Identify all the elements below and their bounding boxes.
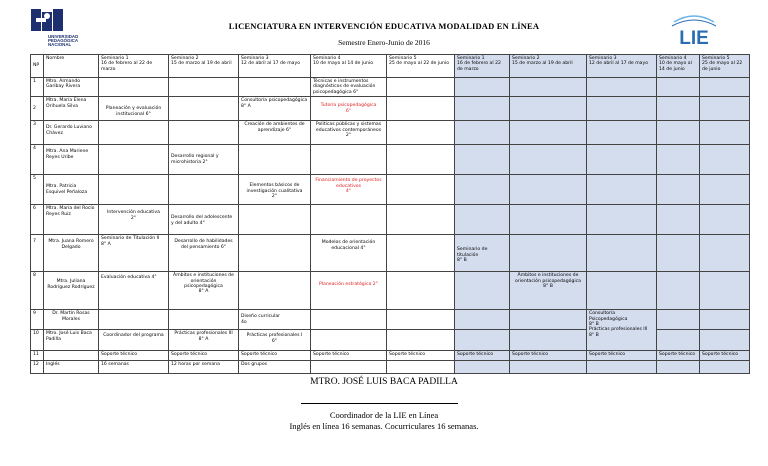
- coordinator-name: MTRO. JOSÉ LUIS BACA PADILLA: [310, 377, 458, 387]
- cell-s3: Dos grupos: [239, 361, 311, 374]
- schedule-table: [30, 54, 750, 374]
- footer-note: Inglés en línea 16 semanas. Cocurriculares 16 semanas.: [289, 421, 479, 431]
- cell-s1: Seminario de Titulación II 8° A: [99, 235, 169, 272]
- cell-support: Soporte técnico: [239, 351, 311, 361]
- table-row: [31, 205, 750, 235]
- row-name: Dr. Gerardo Luviano Chávez: [44, 121, 99, 145]
- cell-s2: Prácticas profesionales III 8° A: [169, 330, 239, 351]
- table-row: [31, 175, 750, 205]
- header-b5: Seminario 5 25 de mayo al 22 de junio: [700, 55, 750, 78]
- row-name: Mtra. Juana Romero Delgado: [44, 235, 99, 272]
- page-subtitle: Semestre Enero-Junio de 2016: [338, 38, 430, 47]
- row-name: Mtra. María Elena Orihuela Silva: [44, 97, 99, 121]
- svg-text:LIE: LIE: [679, 28, 709, 49]
- header-s4: Seminario 4 10 de mayo al 14 de junio: [311, 55, 387, 78]
- cell-s3: Consultoría psicopedagógica 8° A: [239, 97, 311, 121]
- cell-s2: Ámbitos e instituciones de orientación psicopedagógica 8° A: [169, 272, 239, 310]
- cell-b2: Ámbitos e instituciones de orientación psicopedagógica 8° B: [510, 272, 587, 310]
- cell-support: Soporte técnico: [657, 351, 700, 361]
- coordinator-role: Coordinador de la LIE en Línea: [329, 410, 439, 420]
- cell-s3: Creación de ambientes de aprendizaje 6°: [239, 121, 311, 145]
- cell-s1: Evaluación educativa 4°: [99, 272, 169, 310]
- svg-text:NACIONAL: NACIONAL: [48, 42, 72, 47]
- row-np: 4: [31, 145, 44, 175]
- header-s1: Seminario 1 16 de febrero al 22 de marzo: [99, 55, 169, 78]
- svg-text:PEDAGÓGICA: PEDAGÓGICA: [48, 38, 79, 43]
- cell-s2: Desarrollo regional y microhistoria 2°: [169, 145, 239, 175]
- header-s3: Seminario 3 12 de abril al 17 de mayo: [239, 55, 311, 78]
- row-np: 6: [31, 205, 44, 235]
- cell-s1: Coordinador del programa: [99, 330, 169, 351]
- row-name: Mtra. María del Rocío Reyes Ruiz: [44, 205, 99, 235]
- header-name: Nombre: [44, 55, 99, 78]
- row-np: 2: [31, 97, 44, 121]
- table-row: [31, 351, 750, 361]
- row-name: Mtro. Armando Garibay Rivera: [44, 78, 99, 97]
- cell-s4: Financiamiento de proyectos educativos 4°: [311, 175, 387, 205]
- row-name: [44, 351, 99, 361]
- cell-s3: Prácticas profesionales I 6°: [239, 330, 311, 351]
- row-np: 10: [31, 330, 44, 351]
- cell-support: Soporte técnico: [99, 351, 169, 361]
- cell-support: Soporte técnico: [311, 351, 387, 361]
- row-np: 7: [31, 235, 44, 272]
- header-s5: Seminario 5 25 de mayo al 22 de junio: [387, 55, 455, 78]
- table-row: [31, 235, 750, 272]
- cell-b3: Consultoría Psicopedagógica 8° B Prácticas profesionales III 8° B: [587, 310, 657, 351]
- cell-s4: Políticas públicas y sistemas educativos contemporáneos 2°: [311, 121, 387, 145]
- cell-s4: Tutoría psicopedagógica 6°: [311, 97, 387, 121]
- cell-s3: Diseño curricular 4o: [239, 310, 311, 330]
- row-np: 5: [31, 175, 44, 205]
- header-b4: Seminario 4 10 de mayo al 14 de junio: [657, 55, 700, 78]
- header-row: [31, 55, 750, 78]
- cell-support: Soporte técnico: [455, 351, 510, 361]
- cell-s1: Planeación y evaluación institucional 6°: [99, 97, 169, 121]
- cell-s4: Planeación estratégica 2°: [311, 272, 387, 310]
- cell-s1: 16 semanas: [99, 361, 169, 374]
- cell-s4: Técnicas e instrumentos diagnósticos de evaluación psicopedagógica 6°: [311, 78, 387, 97]
- table-row: [31, 310, 750, 330]
- row-np: 3: [31, 121, 44, 145]
- table-row: [31, 78, 750, 97]
- header-b1: Seminario 1 16 de febrero al 22 de marzo: [455, 55, 510, 78]
- cell-support: Soporte técnico: [510, 351, 587, 361]
- page-title: LICENCIATURA EN INTERVENCIÓN EDUCATIVA MODALIDAD EN LÍNEA: [228, 21, 540, 31]
- cell-s4: Modelos de orientación educacional 4°: [311, 235, 387, 272]
- table-row: [31, 97, 750, 121]
- header-b2: Seminario 2 15 de marzo al 19 de abril: [510, 55, 587, 78]
- cell-s3: Elementos básicos de investigación cualitativa 2°: [239, 175, 311, 205]
- header-b3: Seminario 3 12 de abril al 17 de mayo: [587, 55, 657, 78]
- cell-support: Soporte técnico: [700, 351, 750, 361]
- row-name: Mtra. Patricia Esquivel Peñaloza: [44, 175, 99, 205]
- cell-s2: Desarrollo de habilidades del pensamiento 6°: [169, 235, 239, 272]
- table-row: [31, 272, 750, 310]
- row-name: Mtra. Ana Mariene Reyes Uribe: [44, 145, 99, 175]
- row-np: 1: [31, 78, 44, 97]
- row-np: 12: [31, 361, 44, 374]
- row-name: Mtro. José Luis Baca Padilla: [44, 330, 99, 351]
- cell-s1: Intervención educativa 2°: [99, 205, 169, 235]
- cell-b1: Seminario de titulación 8° B: [455, 235, 510, 272]
- cell-support: Soporte técnico: [387, 351, 455, 361]
- row-np: 9: [31, 310, 44, 330]
- svg-text:UNIVERSIDAD: UNIVERSIDAD: [48, 34, 79, 39]
- row-name: Mtra. Juliana Rodríguez Rodríguez: [44, 272, 99, 310]
- row-name: Dr. Martín Rosas Morales: [44, 310, 99, 330]
- cell-s2: 12 horas por semana: [169, 361, 239, 374]
- row-np: 8: [31, 272, 44, 310]
- signature-line: [301, 403, 458, 404]
- cell-support: Soporte técnico: [587, 351, 657, 361]
- table-row: [31, 121, 750, 145]
- row-name: Inglés: [44, 361, 99, 374]
- table-row: [31, 145, 750, 175]
- row-np: 11: [31, 351, 44, 361]
- table-row: [31, 361, 750, 374]
- header-np: NP: [31, 55, 44, 78]
- header-s2: Seminario 2 15 de marzo al 19 de abril: [169, 55, 239, 78]
- cell-support: Soporte técnico: [169, 351, 239, 361]
- cell-s2: Desarrollo del adolescente y del adulto 4°: [169, 205, 239, 235]
